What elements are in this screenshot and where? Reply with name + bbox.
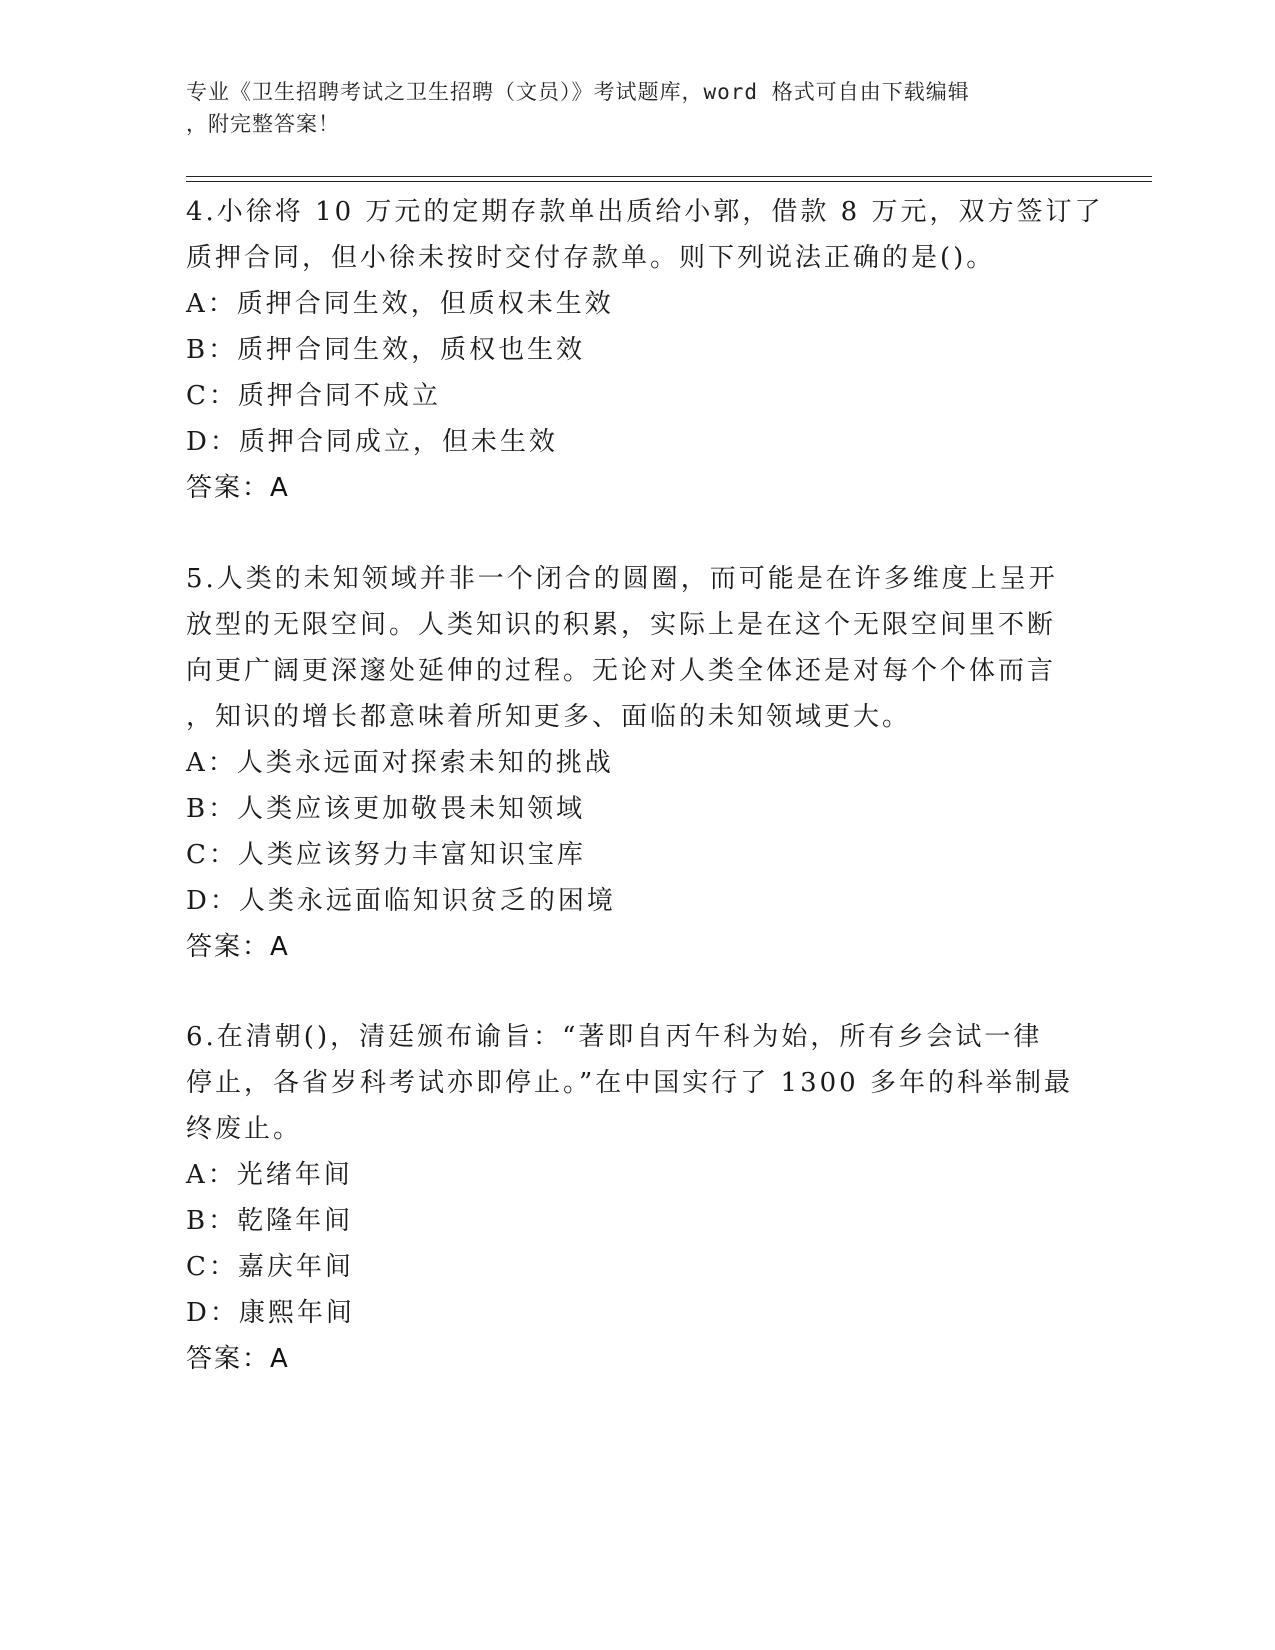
stem-line: 放型的无限空间。人类知识的积累，实际上是在这个无限空间里不断 xyxy=(186,610,1057,640)
answer-line: 答案：A xyxy=(186,932,290,962)
question-4 xyxy=(186,189,1104,511)
answer-line: 答案：A xyxy=(186,1344,290,1374)
option-d: D：康熙年间 xyxy=(186,1298,355,1328)
question-stem xyxy=(186,1014,1086,1152)
option-a: A：质押合同生效，但质权未生效 xyxy=(186,289,614,319)
header-line-1: 专业《卫生招聘考试之卫生招聘（文员）》考试题库，word 格式可自由下载编辑 xyxy=(186,80,970,104)
option-a: A：光绪年间 xyxy=(186,1160,353,1190)
option-c: C：质押合同不成立 xyxy=(186,381,441,411)
option-b: B：人类应该更加敬畏未知领域 xyxy=(186,794,586,824)
option-d: D：质押合同成立，但未生效 xyxy=(186,427,558,457)
stem-line: 4.小徐将 10 万元的定期存款单出质给小郭，借款 8 万元，双方签订了 xyxy=(186,197,1104,227)
stem-line: 质押合同，但小徐未按时交付存款单。则下列说法正确的是()。 xyxy=(186,243,996,273)
header-divider-top xyxy=(186,176,1152,177)
question-5 xyxy=(186,556,1086,970)
option-d: D：人类永远面临知识贫乏的困境 xyxy=(186,886,616,916)
stem-line: 6.在清朝()，清廷颁布谕旨：“著即自丙午科为始，所有乡会试一律 xyxy=(186,1022,1043,1052)
option-c: C：人类应该努力丰富知识宝库 xyxy=(186,840,586,870)
option-b: B：乾隆年间 xyxy=(186,1206,354,1236)
stem-line: 向更广阔更深邃处延伸的过程。无论对人类全体还是对每个个体而言 xyxy=(186,656,1057,686)
header-line-2: ，附完整答案！ xyxy=(186,112,340,136)
stem-line: 停止，各省岁科考试亦即停止。”在中国实行了 1300 多年的科举制最 xyxy=(186,1068,1073,1098)
stem-line: ，知识的增长都意味着所知更多、面临的未知领域更大。 xyxy=(186,702,912,732)
option-b: B：质押合同生效，质权也生效 xyxy=(186,335,586,365)
header-divider-bottom xyxy=(186,181,1152,182)
question-stem xyxy=(186,189,1104,281)
option-a: A：人类永远面对探索未知的挑战 xyxy=(186,748,614,778)
stem-line: 5.人类的未知领域并非一个闭合的圆圈，而可能是在许多维度上呈开 xyxy=(186,564,1058,594)
page-header xyxy=(186,76,1076,140)
question-stem xyxy=(186,556,1086,740)
question-6 xyxy=(186,1014,1086,1382)
stem-line: 终废止。 xyxy=(186,1114,303,1144)
answer-line: 答案：A xyxy=(186,473,290,503)
option-c: C：嘉庆年间 xyxy=(186,1252,354,1282)
